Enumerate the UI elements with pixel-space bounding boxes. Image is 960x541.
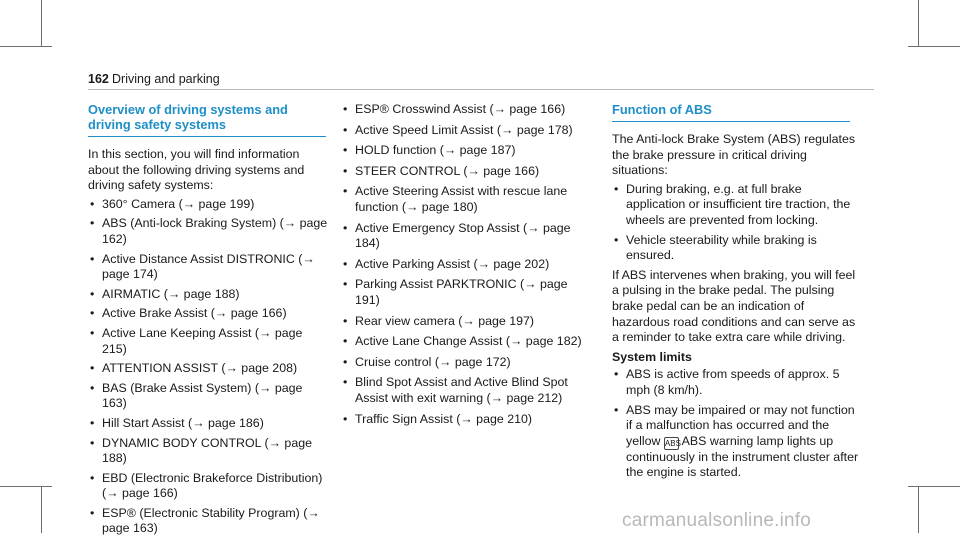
list-item[interactable]: • DYNAMIC BODY CONTROL (→ page 188) bbox=[90, 435, 312, 466]
bullet: • bbox=[90, 325, 95, 340]
bullet: • bbox=[90, 470, 95, 485]
bullet: • bbox=[90, 216, 95, 231]
column-overview bbox=[88, 102, 330, 541]
bullet: • bbox=[90, 380, 95, 395]
crop-mark bbox=[908, 486, 960, 487]
bullet: • bbox=[343, 375, 348, 390]
bullet: • bbox=[90, 251, 95, 266]
list-item[interactable]: • Blind Spot Assist and Active Blind Spot Assist with exit warning (→ page 212) bbox=[343, 375, 568, 405]
bullet: • bbox=[90, 415, 95, 430]
bullet: • bbox=[614, 232, 619, 247]
list-item[interactable]: • Active Parking Assist (→ page 202) bbox=[343, 256, 550, 271]
bullet: • bbox=[343, 256, 348, 271]
page-number: 162 bbox=[88, 72, 109, 86]
list-item[interactable]: • Active Emergency Stop Assist (→ page 184) bbox=[343, 220, 571, 251]
list-item[interactable]: • ESP® Crosswind Assist (→ page 166) bbox=[343, 102, 566, 116]
bullet: • bbox=[343, 102, 348, 116]
bullet: • bbox=[343, 334, 348, 349]
bullet: • bbox=[90, 286, 95, 301]
abs-pulsing-paragraph: If ABS intervenes when braking, you will feel a pulsing in the brake pedal. The pulsing brake pedal can be an indication of hazardous road conditions and can serve as a reminder to take extra care while driving. bbox=[612, 267, 856, 345]
abs-intro: The Anti-lock Brake System (ABS) regulates the brake pressure in critical driving situations: bbox=[612, 132, 856, 178]
bullet: • bbox=[343, 354, 348, 369]
list-item[interactable]: • Cruise control (→ page 172) bbox=[343, 354, 511, 369]
header-rule bbox=[88, 89, 874, 90]
crop-mark bbox=[908, 46, 960, 47]
bullet: • bbox=[343, 163, 348, 178]
bullet: • bbox=[343, 277, 348, 292]
overview-heading: Overview of driving systems and driving safety systems bbox=[88, 102, 288, 132]
section-title: Driving and parking bbox=[112, 72, 220, 86]
page-header bbox=[88, 72, 874, 90]
overview-intro: In this section, you will find information about the following driving systems and driving safety systems: bbox=[88, 147, 305, 193]
list-item[interactable]: • STEER CONTROL (→ page 166) bbox=[343, 163, 540, 178]
column-abs-function bbox=[612, 102, 864, 485]
bullet: • bbox=[90, 196, 95, 211]
list-item[interactable]: • ABS (Anti-lock Braking System) (→ page 162) bbox=[90, 216, 328, 246]
bullet: • bbox=[90, 435, 95, 450]
bullet: • bbox=[614, 402, 619, 417]
system-limits-heading: System limits bbox=[612, 349, 692, 364]
bullet: • bbox=[90, 361, 95, 376]
abs-heading: Function of ABS bbox=[612, 102, 712, 117]
bullet: • bbox=[343, 122, 348, 137]
system-limits-list bbox=[612, 367, 864, 481]
bullet: • bbox=[343, 220, 348, 235]
abs-function-list bbox=[612, 182, 864, 264]
crop-mark bbox=[0, 486, 52, 487]
list-item[interactable]: • Active Lane Change Assist (→ page 182) bbox=[343, 334, 582, 349]
list-item: • ABS may be impaired or may not function if a malfunction has occurred and the yellow ABS ABS warning lamp lights up continuously in the instrument cluster after the engine is started. bbox=[614, 402, 859, 480]
bullet: • bbox=[614, 367, 619, 382]
bullet: • bbox=[343, 143, 348, 158]
list-item: • During braking, e.g. at full brake application or insufficient tire traction, the wheels are prevented from locking. bbox=[614, 181, 851, 227]
crop-mark bbox=[0, 46, 52, 47]
heading-rule bbox=[88, 136, 326, 137]
list-item[interactable]: • ESP® (Electronic Stability Program) (→ page 163) bbox=[90, 505, 320, 536]
crop-mark bbox=[41, 0, 42, 47]
list-item[interactable]: • EBD (Electronic Brakeforce Distribution) (→ page 166) bbox=[90, 470, 323, 501]
bullet: • bbox=[343, 184, 348, 199]
list-item[interactable]: • Active Lane Keeping Assist (→ page 215) bbox=[90, 325, 303, 356]
list-item[interactable]: • HOLD function (→ page 187) bbox=[343, 143, 516, 158]
watermark: carmanualsonline.info bbox=[622, 510, 812, 531]
bullet: • bbox=[614, 181, 619, 196]
systems-list-continued bbox=[341, 102, 591, 427]
list-item: • Vehicle steerability while braking is ensured. bbox=[614, 232, 817, 263]
crop-mark bbox=[918, 0, 919, 47]
list-item[interactable]: • ATTENTION ASSIST (→ page 208) bbox=[90, 361, 298, 376]
bullet: • bbox=[343, 313, 348, 328]
list-item[interactable]: • Active Speed Limit Assist (→ page 178) bbox=[343, 122, 573, 137]
list-item[interactable]: • 360° Camera (→ page 199) bbox=[90, 196, 255, 211]
list-item[interactable]: • BAS (Brake Assist System) (→ page 163) bbox=[90, 380, 303, 411]
bullet: • bbox=[343, 411, 348, 426]
crop-mark bbox=[41, 486, 42, 533]
list-item[interactable]: • AIRMATIC (→ page 188) bbox=[90, 286, 240, 301]
list-item[interactable]: • Rear view camera (→ page 197) bbox=[343, 313, 535, 328]
list-item[interactable]: • Hill Start Assist (→ page 186) bbox=[90, 415, 264, 430]
list-item: • ABS is active from speeds of approx. 5 mph (8 km/h). bbox=[614, 367, 840, 397]
list-item[interactable]: • Active Steering Assist with rescue lane function (→ page 180) bbox=[343, 184, 568, 214]
crop-mark bbox=[918, 486, 919, 533]
list-item[interactable]: • Parking Assist PARKTRONIC (→ page 191) bbox=[343, 277, 568, 307]
list-item[interactable]: • Active Brake Assist (→ page 166) bbox=[90, 306, 287, 321]
list-item[interactable]: • Traffic Sign Assist (→ page 210) bbox=[343, 411, 532, 426]
column-systems-continued bbox=[341, 102, 591, 432]
bullet: • bbox=[90, 505, 95, 520]
bullet: • bbox=[90, 306, 95, 321]
systems-list bbox=[88, 197, 330, 537]
abs-warning-lamp-icon: ABS bbox=[664, 438, 681, 448]
heading-rule bbox=[612, 121, 850, 122]
list-item[interactable]: • Active Distance Assist DISTRONIC (→ page 174) bbox=[90, 251, 315, 282]
